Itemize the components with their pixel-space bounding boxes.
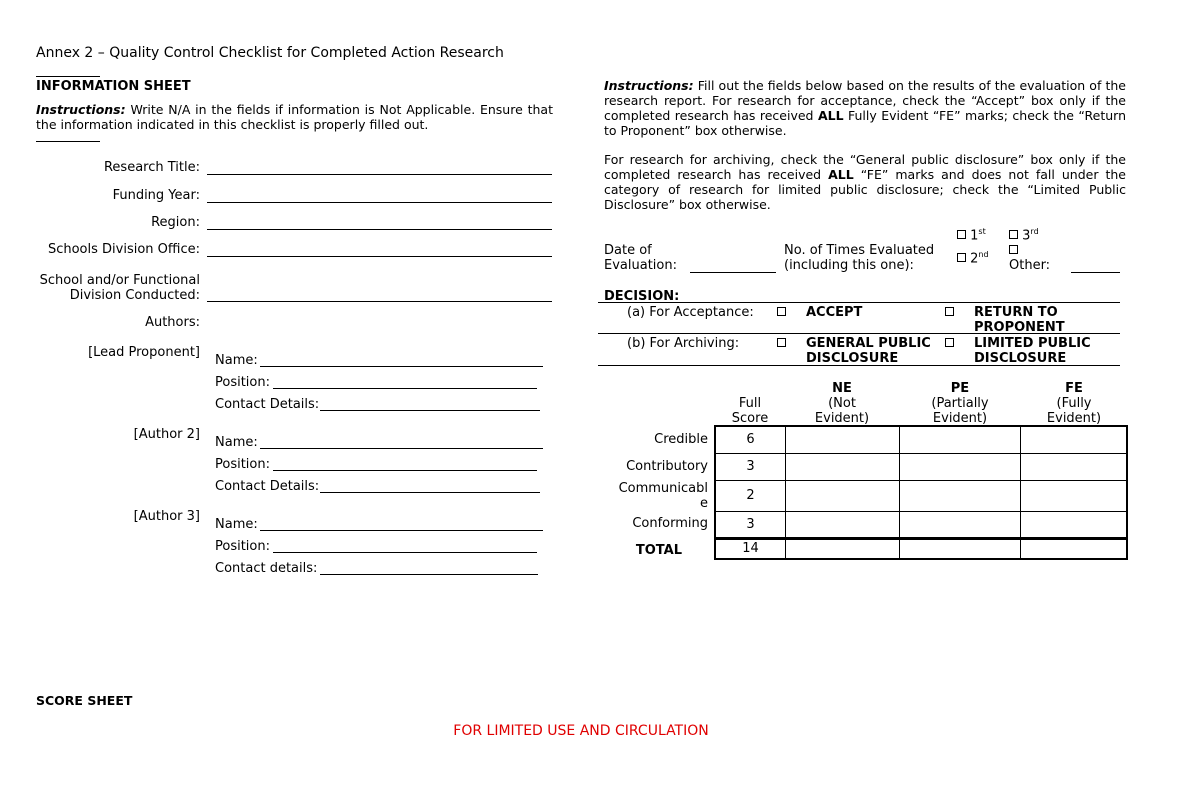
full-score-h2: Score <box>731 411 769 426</box>
row-label-communicable-l1: Communicabl <box>618 481 708 496</box>
decision-rule-bottom <box>598 365 1120 366</box>
score-contributory: 3 <box>715 453 786 480</box>
return-text-line1: RETURN TO <box>974 305 1058 320</box>
table-row <box>715 453 1127 480</box>
ne-h2: (Not <box>828 396 856 411</box>
lpd-text-line1: LIMITED PUBLIC <box>974 336 1091 351</box>
gpd-text-line1: GENERAL PUBLIC <box>806 336 931 351</box>
eval-instructions-p1b: Fully Evident “FE” marks; check the “Return to Proponent” box otherwise. <box>604 108 1127 138</box>
decision-rule-mid <box>598 333 1120 334</box>
author3-name-label: Name: <box>215 517 258 532</box>
research-title-label: Research Title: <box>103 160 200 175</box>
fe-conforming-cell[interactable] <box>1021 511 1128 538</box>
lead-name-input[interactable] <box>260 366 543 367</box>
table-row-total <box>715 538 1127 559</box>
fe-h3: Evident) <box>1046 411 1102 426</box>
fe-contributory-cell[interactable] <box>1021 453 1128 480</box>
table-row <box>715 426 1127 453</box>
lead-position-label: Position: <box>215 375 270 390</box>
ne-h1: NE <box>832 381 852 396</box>
authors-label: Authors: <box>145 315 200 330</box>
score-credible: 6 <box>715 426 786 453</box>
fe-communicable-cell[interactable] <box>1021 480 1128 511</box>
fe-credible-cell[interactable] <box>1021 426 1128 453</box>
option-1st-checkbox[interactable] <box>957 230 966 239</box>
accept-option[interactable] <box>777 305 786 320</box>
lead-position-input[interactable] <box>273 388 537 389</box>
author2-name-input[interactable] <box>260 448 543 449</box>
archiving-instructions <box>604 152 1126 212</box>
school-label-line2: Division Conducted: <box>69 288 200 303</box>
info-sheet-heading-rule <box>36 76 100 77</box>
lpd-checkbox[interactable] <box>945 338 954 347</box>
ne-communicable-cell[interactable] <box>786 480 900 511</box>
ne-header <box>785 381 899 426</box>
option-3rd[interactable] <box>1009 227 1039 243</box>
ne-total-cell[interactable] <box>786 538 900 559</box>
ne-credible-cell[interactable] <box>786 426 900 453</box>
pe-conforming-cell[interactable] <box>900 511 1021 538</box>
author3-contact-input[interactable] <box>320 574 538 575</box>
full-score-h1: Full <box>738 396 762 411</box>
option-2nd[interactable] <box>957 250 989 266</box>
score-conforming: 3 <box>715 511 786 538</box>
option-2nd-text: 2 <box>970 251 979 267</box>
option-2nd-checkbox[interactable] <box>957 253 966 262</box>
info-instructions-label: Instructions: <box>36 102 126 117</box>
info-instructions-text: Write N/A in the fields if information is Not Applicable. Ensure that the information indicated in this checklist is properly filled out. <box>36 102 553 132</box>
author2-position-label: Position: <box>215 457 270 472</box>
decision-heading: DECISION: <box>604 289 680 304</box>
funding-year-input[interactable] <box>207 202 552 203</box>
lead-contact-label: Contact Details: <box>215 397 320 412</box>
option-3rd-text: 3 <box>1022 228 1031 244</box>
gpd-text-line2: DISCLOSURE <box>806 351 899 366</box>
author2-label: [Author 2] <box>133 427 200 442</box>
option-other-input[interactable] <box>1071 272 1120 273</box>
score-total: 14 <box>715 538 786 559</box>
eval-instructions-label: Instructions: <box>604 78 694 93</box>
sdo-label: Schools Division Office: <box>47 242 200 257</box>
accept-text: ACCEPT <box>806 305 863 320</box>
fe-header <box>1021 381 1127 426</box>
pe-h1: PE <box>950 381 970 396</box>
archiving-label: (b) For Archiving: <box>627 336 740 351</box>
school-input[interactable] <box>207 301 552 302</box>
gpd-checkbox[interactable] <box>777 338 786 347</box>
score-sheet-heading: SCORE SHEET <box>36 693 133 708</box>
score-communicable: 2 <box>715 480 786 511</box>
lead-name-label: Name: <box>215 353 258 368</box>
option-other-checkbox-wrap[interactable] <box>1009 243 1018 258</box>
region-label: Region: <box>151 215 200 230</box>
ne-contributory-cell[interactable] <box>786 453 900 480</box>
lpd-text-line2: DISCLOSURE <box>974 351 1067 366</box>
accept-checkbox[interactable] <box>777 307 786 316</box>
decision-rule-top <box>598 302 1120 303</box>
evaluation-instructions <box>604 78 1126 138</box>
research-title-input[interactable] <box>207 174 552 175</box>
lpd-option[interactable] <box>945 336 954 351</box>
acceptance-label: (a) For Acceptance: <box>627 305 754 320</box>
pe-total-cell[interactable] <box>900 538 1021 559</box>
times-label-line1: No. of Times Evaluated <box>784 243 935 258</box>
pe-header <box>900 381 1020 426</box>
times-label-line2: (including this one): <box>784 258 914 273</box>
eval-instructions-p1a: Fill out the fields below based on the results of the evaluation of the research report. For research for acceptance, check the “Accept” box only if the completed research has received <box>604 78 1126 123</box>
pe-h3: Evident) <box>932 411 988 426</box>
row-label-communicable-l2: e <box>700 496 708 511</box>
lead-contact-input[interactable] <box>320 410 540 411</box>
author3-position-label: Position: <box>215 539 270 554</box>
row-label-contributory: Contributory <box>626 459 708 474</box>
return-text-line2: PROPONENT <box>974 320 1065 335</box>
return-checkbox[interactable] <box>945 307 954 316</box>
gpd-option[interactable] <box>777 336 786 351</box>
funding-year-label: Funding Year: <box>112 188 200 203</box>
document-title: Annex 2 – Quality Control Checklist for Completed Action Research <box>36 45 504 61</box>
row-label-conforming: Conforming <box>632 516 708 531</box>
info-sheet-heading: INFORMATION SHEET <box>36 79 191 94</box>
option-other-label: Other: <box>1009 258 1051 273</box>
pe-credible-cell[interactable] <box>900 426 1021 453</box>
score-table <box>714 425 1128 560</box>
sdo-input[interactable] <box>207 256 552 257</box>
author3-name-input[interactable] <box>260 530 543 531</box>
archive-instructions-p2b: “FE” marks and does not fall under the category of research for limited public disclosure; check the “Limited Public Disclosure” box otherwise. <box>604 167 1126 212</box>
region-input[interactable] <box>207 229 552 230</box>
info-instructions-rule <box>36 141 100 142</box>
fe-total-cell[interactable] <box>1021 538 1128 559</box>
table-row <box>715 480 1127 511</box>
option-3rd-checkbox[interactable] <box>1009 230 1018 239</box>
option-1st[interactable] <box>957 227 986 243</box>
author2-position-input[interactable] <box>273 470 537 471</box>
row-label-total: TOTAL <box>635 543 682 558</box>
date-label-line1: Date of <box>604 243 652 258</box>
archive-instructions-p2a: For research for archiving, check the “General public disclosure” box only if the completed research has received <box>604 152 1126 182</box>
pe-communicable-cell[interactable] <box>900 480 1021 511</box>
option-3rd-sup: rd <box>1030 227 1039 236</box>
fe-h1: FE <box>1065 381 1083 396</box>
return-option[interactable] <box>945 305 954 320</box>
option-2nd-sup: nd <box>978 250 989 259</box>
school-label-line1: School and/or Functional <box>39 273 200 288</box>
limited-use-notice: FOR LIMITED USE AND CIRCULATION <box>453 723 709 739</box>
author3-contact-label: Contact details: <box>215 561 318 576</box>
table-row <box>715 511 1127 538</box>
option-other-checkbox[interactable] <box>1009 245 1018 254</box>
author3-position-input[interactable] <box>273 552 537 553</box>
full-score-header <box>720 396 780 426</box>
date-input[interactable] <box>690 272 776 273</box>
author2-contact-input[interactable] <box>320 492 540 493</box>
author3-label: [Author 3] <box>133 509 200 524</box>
option-1st-sup: st <box>978 227 986 236</box>
row-label-credible: Credible <box>654 432 708 447</box>
author2-name-label: Name: <box>215 435 258 450</box>
date-label-line2: Evaluation: <box>604 258 677 273</box>
pe-h2: (Partially <box>931 396 989 411</box>
pe-contributory-cell[interactable] <box>900 453 1021 480</box>
fe-h2: (Fully <box>1056 396 1092 411</box>
lead-proponent-label: [Lead Proponent] <box>88 345 200 360</box>
option-1st-text: 1 <box>970 228 979 244</box>
archive-instructions-p2-all: ALL <box>828 167 854 182</box>
eval-instructions-p1-all: ALL <box>817 108 844 123</box>
ne-h3: Evident) <box>814 411 870 426</box>
ne-conforming-cell[interactable] <box>786 511 900 538</box>
info-instructions <box>36 102 553 132</box>
author2-contact-label: Contact Details: <box>215 479 320 494</box>
